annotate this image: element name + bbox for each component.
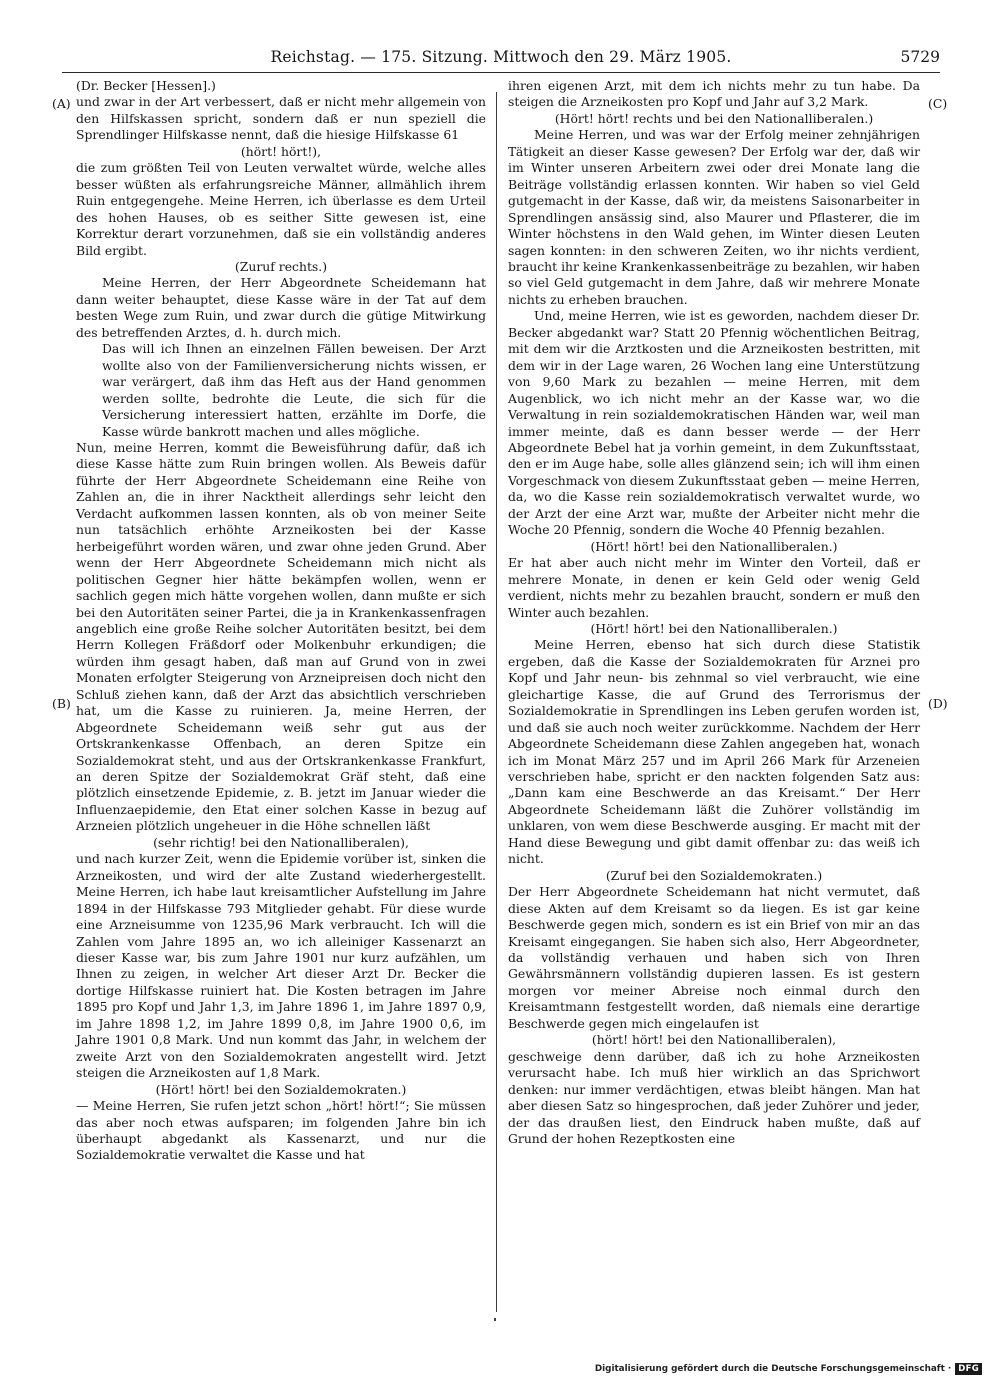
paragraph: die zum größten Teil von Leuten verwaltet würde, welche alles besser wüßten als erfahrungsreiche Männer, allmählich ihrem Ruin entgegengehe. Meine Herren, ich überlasse es dem Urteil des hohen Hauses, ob es seither Sitte gewesen ist, eine Korrektur derart vorzunehmen, daß sie ein vollständig anderes Bild ergibt. <box>76 160 486 258</box>
paragraph: Nun, meine Herren, kommt die Beweisführung dafür, daß ich diese Kasse hätte zum Ruin bringen wollen. Als Beweis dafür führte der Herr Abgeordnete Scheidemann eine Reihe von Zahlen an, die in ihrer Nacktheit allerdings sehr leicht den Verdacht aufkommen lassen konnten, als ob von meiner Seite nun tatsächlich erhöhte Arzneikosten bei der Kasse herbeigeführt worden wären, und zwar ohne jeden Grund. Aber wenn der Herr Abgeordnete Scheidemann mich nicht als politischen Gegner hier hätte bekämpfen wollen, wenn er sachlich gegen mich hätte vorgehen wollen, dann mußte er sich bei den Autoritäten seiner Partei, die ja in Krankenkassenfragen angeblich eine große Reihe solcher Autoritäten besitzt, bei dem Herrn Kollegen Fräßdorf oder Molkenbuhr erkundigen; die würden ihm gesagt haben, daß man auf Grund von in zwei Monaten erfolgter Steigerung von Arzneipreisen doch nicht den Schluß ziehen kann, daß der Arzt das absichtlich verschrieben hat, um die Kasse zu ruinieren. Ja, meine Herren, der Abgeordnete Scheidemann weiß sehr gut aus der Ortskrankenkasse Offenbach, an deren Spitze ein Sozialdemokrat steht, und aus der Ortskrankenkasse Frankfurt, an deren Spitze der Sozialdemokrat Gräf steht, daß eine plötzlich einsetzende Epidemie, z. B. jetzt im Januar wieder die Influenzaepidemie, den Etat einer solchen Kasse in bezug auf Arzneien plötzlich ungeheuer in die Höhe schnellen läßt <box>76 439 486 834</box>
margin-label-d: (D) <box>928 696 948 711</box>
paragraph: Das will ich Ihnen an einzelnen Fällen beweisen. Der Arzt wollte also von der Familienversicherung nichts wissen, er war verärgert, daß ihm das Heft aus der Hand genommen werden sollte, bedrohte die Leute, die sich für die Versicherung interessiert hatten, erzählte im Dorfe, die Kasse würde bankrott machen und alles mögliche. <box>102 341 486 439</box>
interjection: (sehr richtig! bei den Nationalliberalen), <box>153 834 409 850</box>
interjection: (Zuruf rechts.) <box>234 258 328 274</box>
margin-label-a: (A) <box>52 96 71 111</box>
interjection: (hört! hört! bei den Nationalliberalen), <box>591 1032 837 1048</box>
paragraph: geschweige denn darüber, daß ich zu hohe Arzneikosten verursacht habe. Ich muß hier wirklich an das Sprichwort denken: nur immer verdächtigen, etwas bleibt hängen. Man hat aber diesen Satz so hingesprochen, daß jeder Zuhörer und jeder, der das draußen liest, den Eindruck haben mußte, daß auf Grund der hohen Rezeptkosten eine <box>508 1048 920 1146</box>
interjection: (Hört! hört! bei den Nationalliberalen.) <box>590 620 838 636</box>
paragraph: Meine Herren, und was war der Erfolg meiner zehnjährigen Tätigkeit an dieser Kasse gewesen? Der Erfolg war der, daß wir im Winter unseren Arbeitern zwei oder drei Monate lang die Beiträge vollständig erlassen konnten. Wir haben so viel Geld gutgemacht in der Kasse, daß wir, da meistens Saisonarbeiter in Sprendlingen ansässig sind, also Maurer und Pflasterer, die im Winter höchstens in den Wald gehen, im Winter diesen Leuten sagen konnten: in den schweren Zeiten, wo ihr nichts verdient, braucht ihr keine Krankenkassenbeiträge zu bezahlen, wir haben so viel Geld gutgemacht in dem Jahre, daß wir mehrere Monate nichts zu erheben brauchen. <box>508 127 920 307</box>
paragraph: und nach kurzer Zeit, wenn die Epidemie vorüber ist, sinken die Arzneikosten, und wird der alte Zustand wiederhergestellt. Meine Herren, ich habe laut kreisamtlicher Aufstellung im Jahre 1894 in der Hilfskasse 793 Mitglieder gehabt. Für diese wurde eine Arzneisumme von 1235,96 Mark verbraucht. Ich will die Zahlen vom Jahre 1895 an, wo ich alleiniger Kassenarzt an dieser Kasse war, bis zum Jahre 1901 nur kurz aufzählen, um Ihnen zu zeigen, in welcher Art dieser Arzt Dr. Becker die dortige Hilfskasse ruiniert hat. Die Kosten betragen im Jahre 1895 pro Kopf und Jahr 1,3, im Jahre 1896 1, im Jahre 1897 0,9, im Jahre 1898 1,2, im Jahre 1899 0,8, im Jahre 1900 0,6, im Jahre 1901 0,8 Mark. Und nun kommt das Jahr, in welchem der zweite Arzt von den Sozialdemokraten angestellt wird. Jetzt steigen die Arzneikosten auf 1,8 Mark. <box>76 851 486 1081</box>
paragraph: ihren eigenen Arzt, mit dem ich nichts mehr zu tun habe. Da steigen die Arzneikosten pro Kopf und Jahr auf 3,2 Mark. <box>508 78 920 110</box>
dfg-logo: DFG <box>955 1363 982 1375</box>
interjection: (hört! hört!), <box>240 143 322 159</box>
margin-label-c: (C) <box>928 96 948 111</box>
paragraph: und zwar in der Art verbessert, daß er nicht mehr allgemein von den Hilfskassen spricht, sondern daß er nun speziell die Sprendlinger Hilfskasse nennt, daß die hiesige Hilfskasse 61 <box>76 94 486 143</box>
paragraph: (Dr. Becker [Hessen].) <box>76 78 216 93</box>
page-footer <box>595 1362 982 1376</box>
interjection: (Hört! hört! rechts und bei den Nationalliberalen.) <box>554 110 874 126</box>
page-number: 5729 <box>900 48 940 66</box>
footer-credit: Digitalisierung gefördert durch die Deutsche Forschungsgemeinschaft · <box>594 1364 952 1374</box>
interjection: (Hört! hört! bei den Nationalliberalen.) <box>590 538 838 554</box>
right-column <box>508 78 920 1147</box>
paragraph: Meine Herren, der Herr Abgeordnete Scheidemann hat dann weiter behauptet, diese Kasse wäre in der Tat auf dem besten Wege zum Ruin, und zwar durch die gütige Mitwirkung des betreffenden Arztes, d. h. durch mich. <box>76 275 486 340</box>
column-divider <box>496 92 497 1312</box>
paragraph: Meine Herren, ebenso hat sich durch diese Statistik ergeben, daß die Kasse der Sozialdemokraten für Arznei pro Kopf und Jahr neun- bis zehnmal so viel verbraucht, wie eine gleichartige Kasse, die auf Grund des Terrorismus der Sozialdemokratie in Sprendlingen ins Leben gerufen worden ist, und daß sie auch noch weiter zurückkomme. Nachdem der Herr Abgeordnete Scheidemann diese Zahlen angegeben hat, wonach ich im Monat März 257 und im April 266 Mark für Arzeneien verschrieben habe, spricht er den nackten folgenden Satz aus: „Dann kam eine Beschwerde an das Kreisamt.“ Der Herr Abgeordnete Scheidemann läßt die Zuhörer vollständig im unklaren, von wem diese Beschwerde ausging. Er macht mit der Hand diese Bewegung und gibt damit offenbar zu: das weiß ich nicht. <box>508 637 920 867</box>
paragraph: — Meine Herren, Sie rufen jetzt schon „hört! hört!“; Sie müssen das aber noch etwas aufsparen; im folgenden Jahre bin ich überhaupt abgedankt als Kassenarzt, und nur die Sozialdemokratie verwaltet die Kasse und hat <box>76 1098 486 1163</box>
header-title: Reichstag. — 175. Sitzung. Mittwoch den 29. März 1905. <box>270 48 732 66</box>
paragraph: Und, meine Herren, wie ist es geworden, nachdem dieser Dr. Becker abgedankt war? Statt 20 Pfennig wöchentlichen Beitrag, mit dem wir die Arztkosten und die Arzneikosten bestritten, mit dem wir in der Lage waren, 26 Wochen lang eine Unterstützung von 9,60 Mark zu bezahlen — meine Herren, mit dem Augenblick, wo ich nicht mehr an der Kasse war, wo die Verwaltung in rein sozialdemokratischen Händen war, weil man immer meinte, daß es dann besser werde — der Herr Abgeordnete Bebel hat ja vorhin gemeint, in dem Zukunftsstaat, den er im Auge habe, solle alles glänzend sein; ich will ihm einen Vorgeschmack von diesem Zukunftsstaat geben — meine Herren, da, wo die Kasse rein sozialdemokratisch verwaltet wurde, wo der Arzt der eine Arzt war, mußte der Arbeiter nicht mehr die Woche 20 Pfennig, sondern die Woche 40 Pfennig bezahlen. <box>508 308 920 538</box>
interjection: (Hört! hört! bei den Sozialdemokraten.) <box>155 1081 407 1097</box>
gutter-mark <box>494 1318 496 1321</box>
page-header <box>62 46 940 73</box>
paragraph: Er hat aber auch nicht mehr im Winter den Vorteil, daß er mehrere Monate, in denen er kein Geld oder wenig Geld verdient, nichts mehr zu bezahlen braucht, sondern er muß den Winter auch bezahlen. <box>508 555 920 620</box>
interjection: (Zuruf bei den Sozialdemokraten.) <box>605 867 823 883</box>
margin-label-b: (B) <box>52 696 71 711</box>
left-column <box>76 78 486 1164</box>
paragraph: Der Herr Abgeordnete Scheidemann hat nicht vermutet, daß diese Akten auf dem Kreisamt so da liegen. Es ist gar keine Beschwerde gegen mich, sondern es ist ein Brief von mir an das Kreisamt eingegangen. Sie haben sich also, Herr Abgeordneter, da vollständig verhauen und haben sich von Ihren Gewährsmännern vollständig dupieren lassen. Es ist gestern morgen vor meiner Abreise noch einmal durch den Kreisamtmann festgestellt worden, daß niemals eine derartige Beschwerde gegen mich eingelaufen ist <box>508 884 920 1031</box>
